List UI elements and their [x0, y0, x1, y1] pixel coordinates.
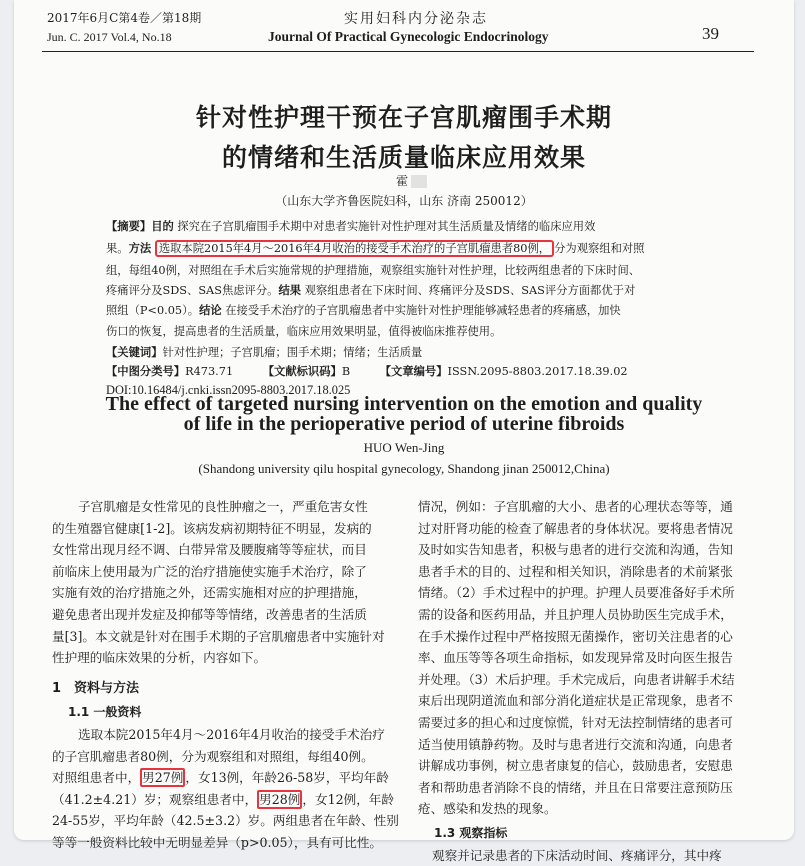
- article-no-label: 【文章编号】: [380, 365, 448, 378]
- keywords-label: 【关键词】: [106, 346, 163, 359]
- para-line: 观察并记录患者的下床活动时间、疼痛评分，其中疼: [418, 845, 768, 866]
- doi: DOI:10.16484/j.cnki.issn2095-8803.2017.18.025: [106, 380, 716, 401]
- para-line: [52, 767, 402, 789]
- abstract-result: 观察组患者在下床时间、疼痛评分及SDS、SAS评分方面都优于对: [301, 284, 635, 297]
- doc-code: B: [342, 365, 350, 378]
- subsection-heading: 1.3 观察指标: [418, 823, 768, 845]
- para-line: 情况，例如：子宫肌瘤的大小、患者的心理状态等等，通: [418, 496, 768, 518]
- author-cn: 霍: [396, 172, 427, 189]
- para-line: 疮、感染和发热的现象。: [418, 798, 768, 820]
- para-line: 适当使用镇静药物。及时与患者进行交流和沟通，向患者: [418, 734, 768, 756]
- para-line: 并处理。（3）术后护理。手术完成后，向患者讲解手术结: [418, 669, 768, 691]
- result-label: 结果: [278, 284, 301, 297]
- para-line: 24-55岁，平均年龄（42.5±3.2）岁。两组患者在年龄、性别: [52, 810, 402, 832]
- journal-name-cn: 实用妇科内分泌杂志: [344, 8, 488, 28]
- left-column: [52, 496, 402, 854]
- redacted-name-mask: [411, 175, 427, 188]
- page-number: 39: [702, 24, 719, 44]
- affiliation-cn: （山东大学齐鲁医院妇科，山东 济南 250012）: [14, 192, 794, 209]
- abstract-conclusion: 在接受手术治疗的子宫肌瘤患者中实施针对性护理能够减轻患者的疼痛感，加快: [222, 304, 621, 317]
- clc-label: 【中图分类号】: [106, 365, 185, 378]
- para-line: 前临床上使用最为广泛的治疗措施使实施手术治疗，除了: [52, 561, 402, 583]
- journal-page: [14, 0, 794, 840]
- para-line: 的生殖器官健康[1-2]。该病发病初期特征不明显，发病的: [52, 518, 402, 540]
- issue-info-cn: 2017年6月C第4卷／第18期: [47, 9, 201, 26]
- text: （41.2±4.21）岁；观察组患者中，: [52, 792, 257, 807]
- abstract-line-6: 伤口的恢复，提高患者的生活质量，临床应用效果明显，值得被临床推荐使用。: [106, 321, 716, 342]
- abstract-line-1: [106, 216, 716, 237]
- para-line: 等等一般资料比较中无明显差异（p>0.05），具有可比性。: [52, 832, 402, 854]
- keywords: 针对性护理；子宫肌瘤；围手术期；情绪；生活质量: [163, 346, 423, 359]
- abstract-purpose: 探究在子宫肌瘤围手术期中对患者实施针对性护理对其生活质量及情绪的临床应用效: [174, 220, 596, 233]
- classification-line: [106, 361, 716, 382]
- text: 对照组患者中，: [52, 770, 140, 785]
- para-line: 率、血压等等各项生命指标，如发现异常及时向医生报告: [418, 647, 768, 669]
- header-divider: [42, 51, 754, 52]
- issue-info-en: Jun. C. 2017 Vol.4, No.18: [47, 30, 172, 45]
- para-line: [52, 789, 402, 811]
- subsection-heading: 1.1 一般资料: [52, 702, 402, 724]
- para-line: 女性常出现月经不调、白带异常及腰腹痛等等症状，而目: [52, 539, 402, 561]
- abstract-line-2: [106, 238, 716, 259]
- para-line: 者和帮助患者消除不良的情绪，并且在日常要注意预防压: [418, 777, 768, 799]
- para-line: 及时如实告知患者，积极与患者的进行交流和沟通，告知: [418, 539, 768, 561]
- abstract-line-5: [106, 300, 716, 321]
- abstract-line-3: 组，每组40例，对照组在手术后实施常规的护理措施，观察组实施针对性护理，比较两组患者的下床时间、: [106, 260, 716, 281]
- article-number: ISSN.2095-8803.2017.18.39.02: [448, 365, 628, 378]
- abstract-text: 照组（P<0.05）。: [106, 304, 199, 317]
- title-cn-line1: 针对性护理干预在子宫肌瘤围手术期: [14, 98, 794, 134]
- para-line: 需要过多的担心和过度惊慌，针对无法控制情绪的患者可: [418, 712, 768, 734]
- para-line: 的子宫肌瘤患者80例，分为观察组和对照组，每组40例。: [52, 746, 402, 768]
- para-line: 选取本院2015年4月～2016年4月收治的接受手术治疗: [52, 724, 402, 746]
- journal-name-en: Journal Of Practical Gynecologic Endocrinology: [268, 29, 548, 45]
- para-line: 量[3]。本文就是针对在围手术期的子宫肌瘤患者中实施针对: [52, 626, 402, 648]
- author-en: HUO Wen-Jing: [14, 440, 794, 456]
- text: ，女13例，年龄26-58岁，平均年龄: [185, 770, 388, 785]
- para-line: 在手术操作过程中严格按照无菌操作，密切关注患者的心: [418, 626, 768, 648]
- para-line: 子宫肌瘤是女性常见的良性肿瘤之一，严重危害女性: [52, 496, 402, 518]
- para-line: 性护理的临床效果的分析，内容如下。: [52, 647, 402, 669]
- section-heading: 1 资料与方法: [52, 678, 402, 700]
- para-line: 实施有效的治疗措施之外，还需实施相对应的护理措施，: [52, 582, 402, 604]
- title-en-line2: of life in the perioperative period of uterine fibroids: [14, 413, 794, 436]
- para-line: 需的设备和医药用品，并且护理人员协助医生完成手术，: [418, 604, 768, 626]
- para-line: 避免患者出现并发症及抑郁等等情绪，改善患者的生活质: [52, 604, 402, 626]
- title-cn-line2: 的情绪和生活质量临床应用效果: [14, 138, 794, 174]
- text: ，女12例，年龄: [302, 792, 394, 807]
- para-line: 讲解成功事例，树立患者康复的信心，鼓励患者，安慰患: [418, 755, 768, 777]
- male-count-highlight-2: 男28例: [257, 790, 302, 809]
- right-column: [418, 496, 768, 866]
- doc-code-label: 【文献标识码】: [263, 365, 342, 378]
- method-highlight: 选取本院2015年4月～2016年4月收治的接受手术治疗的子宫肌瘤患者80例，: [155, 240, 554, 257]
- conclusion-label: 结论: [199, 304, 222, 317]
- clc-code: R473.71: [185, 365, 233, 378]
- para-line: 过对肝肾功能的检查了解患者的身体状况。要将患者情况: [418, 518, 768, 540]
- title-en-line1: The effect of targeted nursing intervention on the emotion and quality: [14, 393, 794, 416]
- keywords-line: [106, 342, 716, 363]
- para-line: 患者手术的目的、过程和相关知识，消除患者的术前紧张: [418, 561, 768, 583]
- male-count-highlight-1: 男27例: [140, 768, 185, 787]
- para-line: 情绪。（2）手术过程中的护理。护理人员要准备好手术所: [418, 582, 768, 604]
- abstract-text: 分为观察组和对照: [554, 242, 644, 255]
- affiliation-en: (Shandong university qilu hospital gynecology, Shandong jinan 250012,China): [14, 461, 794, 477]
- abstract-text: 疼痛评分及SDS、SAS焦虑评分。: [106, 284, 278, 297]
- para-line: 束后出现阴道流血和部分消化道症状是正常现象，患者不: [418, 690, 768, 712]
- abstract-text: 果。: [106, 242, 129, 255]
- abstract-label: 【摘要】目的: [106, 220, 174, 233]
- method-label: 方法: [129, 242, 152, 255]
- abstract-line-4: [106, 280, 716, 301]
